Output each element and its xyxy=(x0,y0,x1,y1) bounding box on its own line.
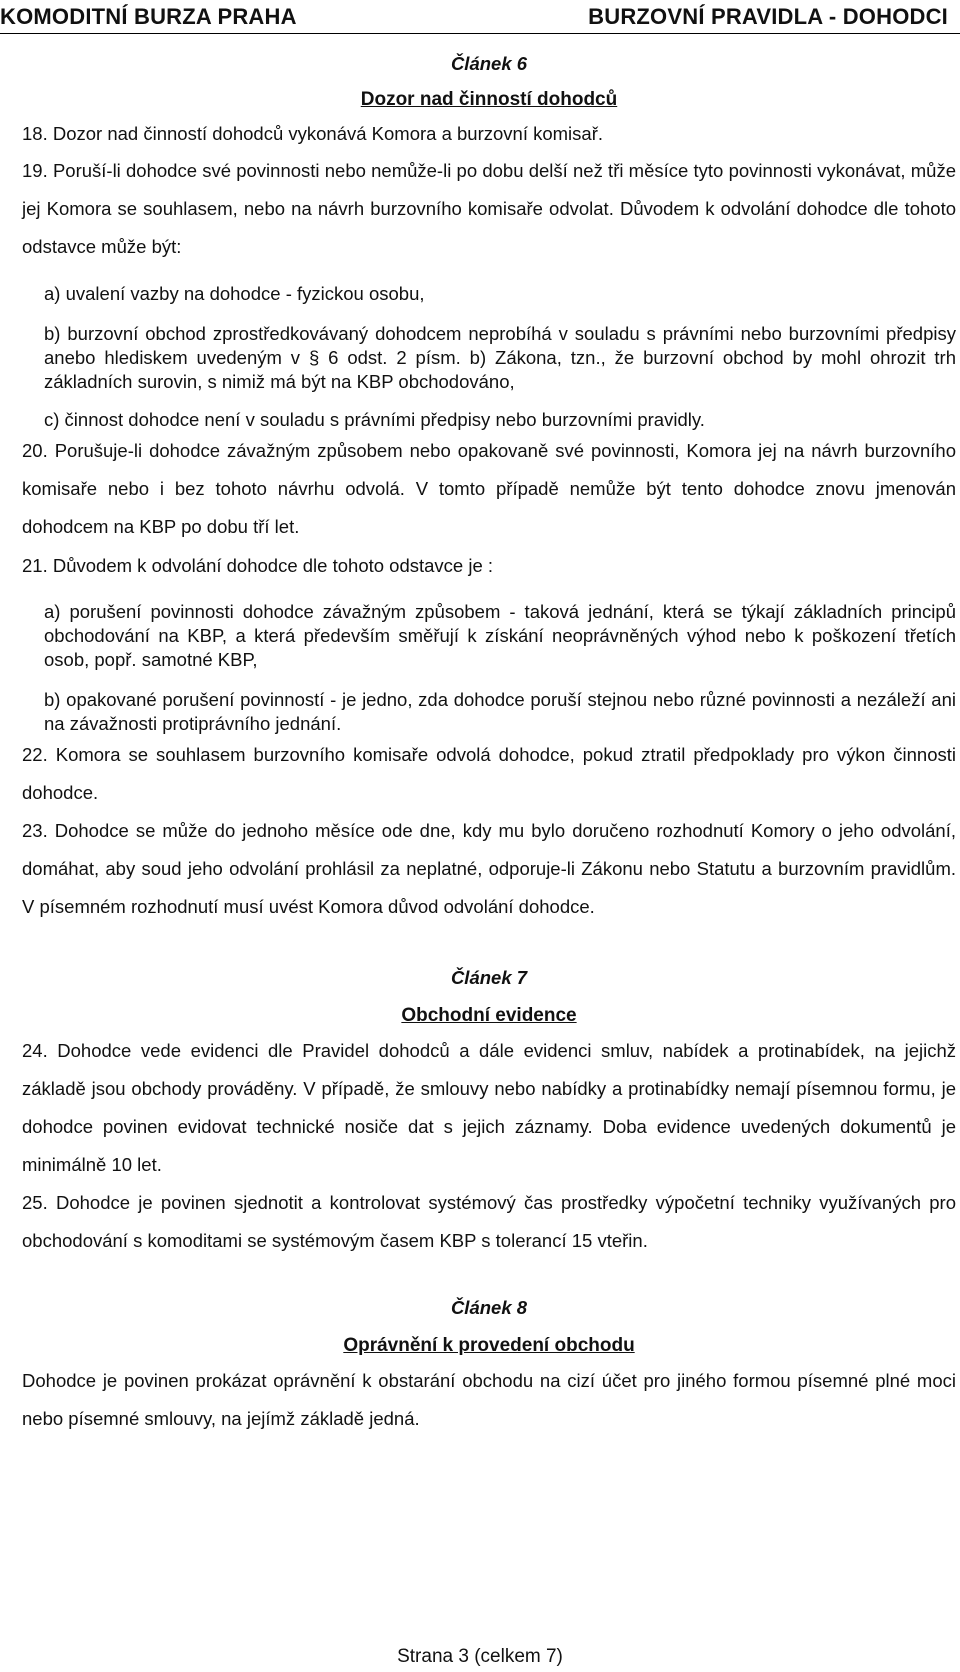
paragraph-21: 21. Důvodem k odvolání dohodce dle tohoto odstavce je : xyxy=(22,555,494,576)
paragraph-21a: a) porušení povinnosti dohodce závažným způsobem - taková jednání, která se týkají základních principů obchodování na KBP, a která především směřují k získání neoprávněných výhod nebo k poškození třetích osob, popř. samotné KBP, xyxy=(44,601,956,670)
paragraph-19b: b) burzovní obchod zprostředkovávaný dohodcem neprobíhá v souladu s právními nebo burzovními předpisy anebo hlediskem uvedeným v § 6 odst. 2 písm. b) Zákona, tzn., že burzovní obchod by mohl ohrozit trh základních surovin, s nimiž má být na KBP obchodováno, xyxy=(44,323,956,392)
header-right-title: BURZOVNÍ PRAVIDLA - DOHODCI xyxy=(588,4,948,29)
paragraph-article-8: Dohodce je povinen prokázat oprávnění k obstarání obchodu na cizí účet pro jiného formou písemné plné moci nebo písemné smlouvy, na jejímž základě jedná. xyxy=(22,1370,956,1429)
paragraph-22: 22. Komora se souhlasem burzovního komisaře odvolá dohodce, pokud ztratil předpoklady pro výkon činnosti dohodce. xyxy=(22,744,956,803)
paragraph-21b: b) opakované porušení povinností - je jedno, zda dohodce poruší stejnou nebo různé povinnosti a nezáleží ani na závažnosti protiprávního jednání. xyxy=(44,689,956,734)
article-6-title: Dozor nad činností dohodců xyxy=(360,89,618,110)
page-number: Strana 3 (celkem 7) xyxy=(397,1646,563,1667)
article-8-title: Oprávnění k provedení obchodu xyxy=(343,1335,635,1356)
article-7-number: Článek 7 xyxy=(450,967,528,988)
article-8-number: Článek 8 xyxy=(450,1297,528,1318)
paragraph-20: 20. Porušuje-li dohodce závažným způsobem nebo opakovaně své povinnosti, Komora jej na návrh burzovního komisaře nebo i bez tohoto návrhu odvolá. V tomto případě nemůže být tento dohodce znovu jmenován dohodcem na KBP po dobu tří let. xyxy=(22,440,956,537)
paragraph-18: 18. Dozor nad činností dohodců vykonává Komora a burzovní komisař. xyxy=(22,123,604,144)
paragraph-24: 24. Dohodce vede evidenci dle Pravidel dohodců a dále evidenci smluv, nabídek a protinabídek, na jejichž základě jsou obchody prováděny. V případě, že smlouvy nebo nabídky a protinabídky nemají písemnou formu, je dohodce povinen evidovat technické nosiče dat s jejich záznamy. Doba evidence uvedených dokumentů je minimálně 10 let. xyxy=(22,1040,956,1175)
document-body xyxy=(22,52,956,1438)
paragraph-19a: a) uvalení vazby na dohodce - fyzickou osobu, xyxy=(44,283,425,304)
article-6-number: Článek 6 xyxy=(450,53,528,74)
paragraph-25: 25. Dohodce je povinen sjednotit a kontrolovat systémový čas prostředky výpočetní techniky využívaných pro obchodování s komoditami se systémovým časem KBP s tolerancí 15 vteřin. xyxy=(22,1192,956,1251)
paragraph-19c: c) činnost dohodce není v souladu s právními předpisy nebo burzovními pravidly. xyxy=(44,409,705,430)
paragraph-23: 23. Dohodce se může do jednoho měsíce ode dne, kdy mu bylo doručeno rozhodnutí Komory o jeho odvolání, domáhat, aby soud jeho odvolání prohlásil za neplatné, odporuje-li Zákonu nebo Statutu a burzovním pravidlům. V písemném rozhodnutí musí uvést Komora důvod odvolání dohodce. xyxy=(22,820,956,917)
header-left-title: KOMODITNÍ BURZA PRAHA xyxy=(0,4,297,29)
paragraph-19: 19. Poruší-li dohodce své povinnosti nebo nemůže-li po dobu delší než tři měsíce tyto povinnosti vykonávat, může jej Komora se souhlasem, nebo na návrh burzovního komisaře odvolat. Důvodem k odvolání dohodce dle tohoto odstavce může být: xyxy=(22,160,956,257)
article-7-title: Obchodní evidence xyxy=(401,1005,577,1026)
header-rule xyxy=(0,33,960,34)
page-header xyxy=(0,0,960,36)
